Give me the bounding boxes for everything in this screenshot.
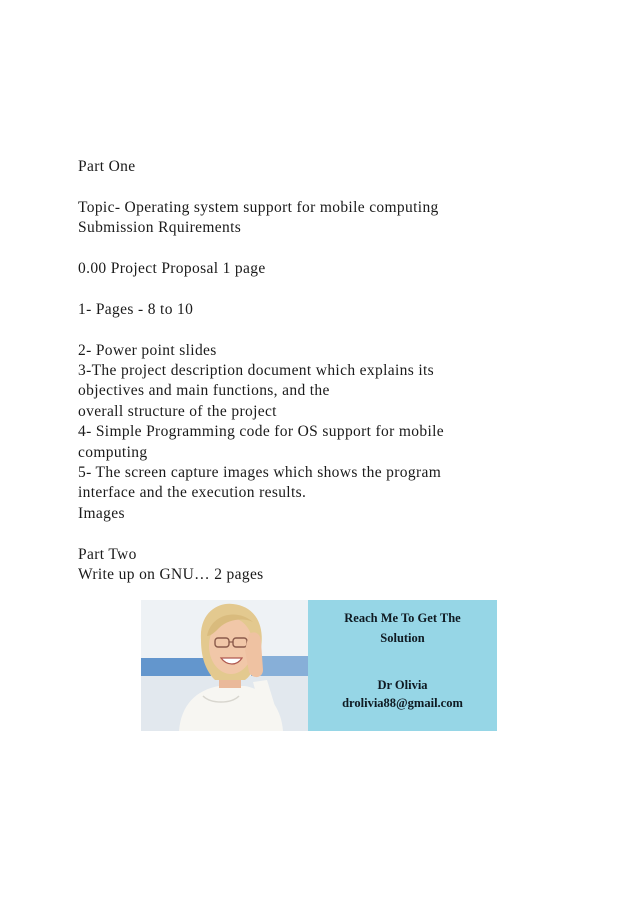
doc-blank-line [78,239,578,259]
doc-line: 1- Pages - 8 to 10 [78,300,194,318]
doc-blank-line [78,177,578,197]
doc-line: 5- The screen capture images which shows the program [78,464,442,482]
doc-line: 4- Simple Programming code for OS support for mobile [78,423,445,441]
doc-line: Topic- Operating system support for mobile computing [78,198,439,216]
doc-line: computing [78,443,148,461]
doc-line: objectives and main functions, and the [78,382,330,400]
contact-name: Dr Olivia [377,678,428,692]
woman-photo [141,600,308,731]
doc-line: interface and the execution results. [78,484,307,502]
banner-heading-line2: Solution [380,631,425,645]
doc-line: Submission Rquirements [78,219,242,237]
doc-line: 2- Power point slides [78,341,217,359]
doc-blank-line [78,524,578,544]
doc-line: Write up on GNU… 2 pages [78,566,264,584]
woman-illustration [141,600,308,731]
doc-blank-line [78,320,578,340]
document-body [78,157,578,585]
doc-line: Images [78,504,125,522]
doc-line: Part Two [78,545,137,563]
contact-banner [141,600,497,731]
doc-line: 0.00 Project Proposal 1 page [78,260,266,277]
doc-blank-line [78,279,578,299]
banner-heading-line1: Reach Me To Get The [344,611,461,625]
contact-panel [308,600,497,731]
contact-email[interactable]: drolivia88@gmail.com [342,696,463,710]
doc-line: Part One [78,158,136,175]
doc-line: 3-The project description document which explains its [78,362,435,379]
doc-line: overall structure of the project [78,402,277,420]
